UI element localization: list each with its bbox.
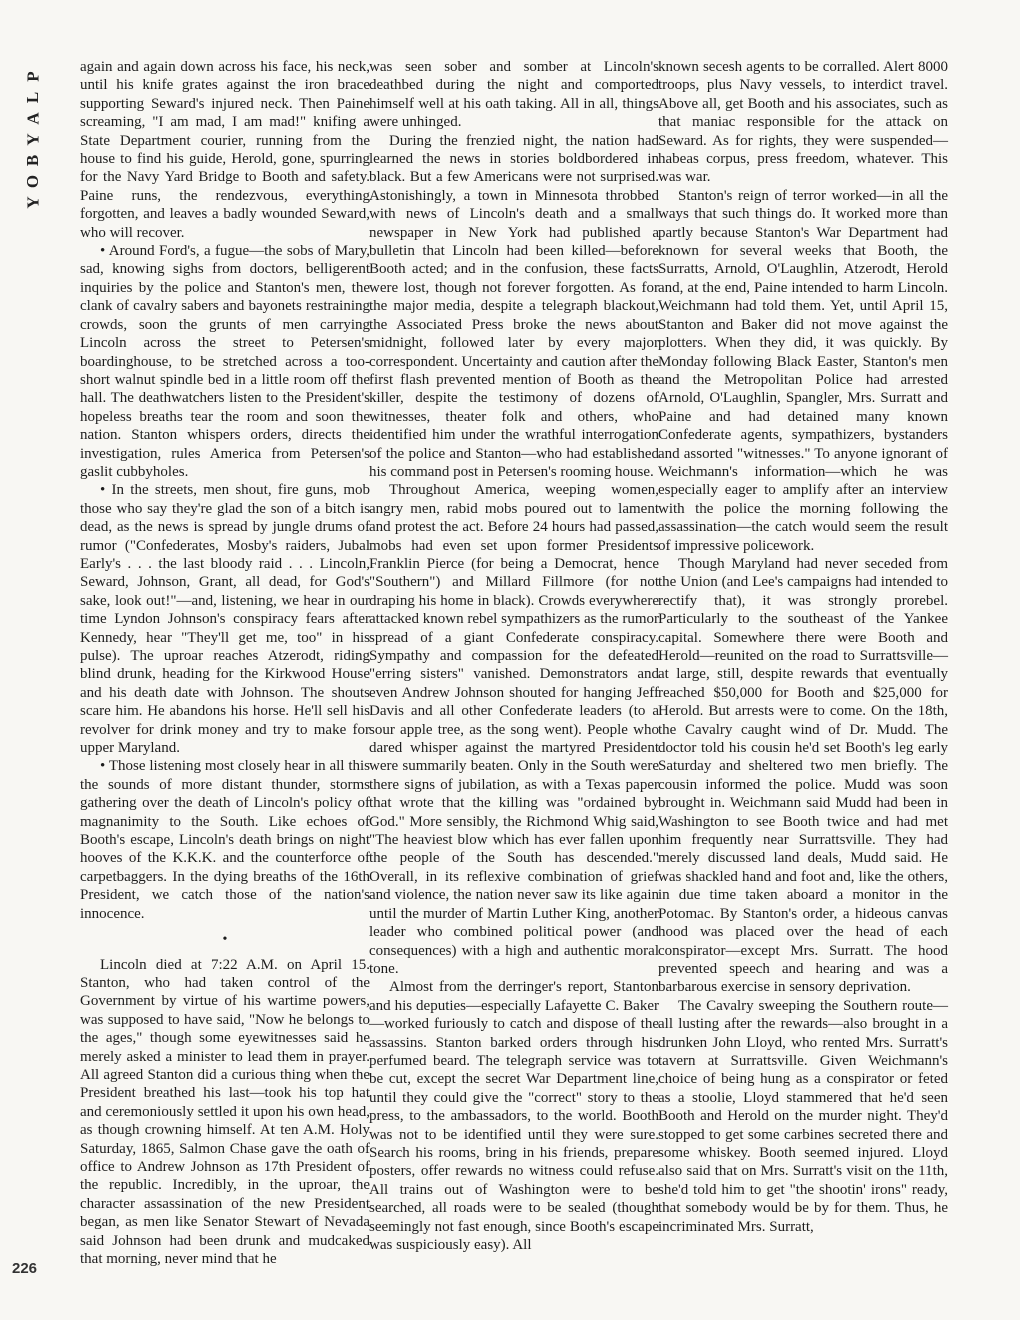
page-number: 226: [12, 1260, 38, 1277]
paragraph: known secesh agents to be corralled. Alert 8000 troops, plus Navy vessels, to interdict travel. Above all, get Booth and his associates, such as that maniac responsible for the attack on Seward. As for rights, they were suspended—habeas corpus, press freedom, whatever. This was war.: [658, 59, 948, 186]
article-column-2: [369, 58, 659, 1254]
masthead-letter: Y: [23, 196, 43, 209]
paragraph: Almost from the derringer's report, Stanton and his deputies—especially Lafayette C. Baker—worked furiously to catch and dispose of the assassins. Stanton barked orders through his perfumed beard. The telegraph service was to be cut, except the secret War Department line, until they could give the "correct" story to the press, to the ambassadors, to the world. Booth was not to be identified until they were sure. Search his rooms, bring in his friends, prepare posters, offer rewards no witness could refuse. All trains out of Washington were to be searched, all roads were to be sealed (though seemingly not fast enough, since Booth's escape was suspiciously easy). All: [369, 979, 659, 1253]
article-column-3: [658, 58, 948, 1236]
paragraph: • Those listening most closely hear in all this the sounds of more distant thunder, storms gathering over the death of Lincoln's policy of magnanimity to the South. Like echoes of Booth's escape, Lincoln's death brings on night hooves of the K.K.K. and the counterforce of carpetbaggers. In the dying breaths of the 16th President, we catch those of the nation's innocence.: [80, 758, 370, 922]
article-column-1: [80, 58, 370, 1268]
masthead-letter: L: [23, 91, 43, 104]
magazine-masthead: [18, 66, 48, 213]
paragraph: • Around Ford's, a fugue—the sobs of Mary, sad, knowing sighs from doctors, belligerent inquiries by the police and Stanton's men, the clank of cavalry sabers and bayonets restraining crowds, soon the grunts of men carrying Lincoln across the street to Petersen's boardinghouse, to be stretched across a too-short walnut spindle bed in a little room off the hall. The deathwatchers listen to the President's hopeless breaths tear the room and soon the nation. Stanton whispers orders, directs the investigation, rules America from Petersen's gaslit cubbyholes.: [80, 243, 370, 480]
paragraph: Lincoln died at 7:22 A.M. on April 15. Stanton, who had taken control of the Government by virtue of his wartime powers, was supposed to have said, "Now he belongs to the ages," though some eyewitnesses said he merely asked a minister to lead them in prayer. All agreed Stanton did a curious thing when the President breathed his last—took his top hat and ceremoniously settled it upon his own head, as though crowning himself. At ten A.M. Holy Saturday, 1865, Salmon Chase gave the oath of office to Andrew Johnson as 17th President of the republic. Incredibly, in the uproar, the character assassination of the new President began, as men like Senator Stewart of Nevada said Johnson had been drunk and mudcaked that morning, never mind that he: [80, 956, 370, 1267]
paragraph: Though Maryland had never seceded from the Union (and Lee's campaigns had intended to rectify that), it was strongly prorebel. Particularly to the southeast of the Yankee capital. Somewhere there were Booth and Herold—reunited on the road to Surrattsville—at large, still, despite rewards that eventually reached $50,000 for Booth and $25,000 for Herold. But arrests were to come. On the 18th, the Cavalry caught wind of Dr. Mudd. The doctor told his cousin he'd set Booth's leg early Saturday and sheltered two men briefly. The cousin informed the police. Mudd was soon brought in. Weichmann said Mudd had been in Washington to see Booth twice and had met him frequently near Surrattsville. They had merely discussed land deals, Mudd said. He was shackled hand and foot and, like the others, in due time taken aboard a monitor in the Potomac. By Stanton's order, a hideous canvas hood was placed over the head of each conspirator—except Mrs. Surratt. The hood prevented speech and hearing and was a barbarous exercise in sensory deprivation.: [658, 555, 948, 996]
masthead-letter: P: [23, 71, 43, 82]
paragraph: was seen sober and somber at Lincoln's deathbed during the night and comported himself well at his oath taking. All in all, things were unhinged.: [369, 59, 659, 131]
masthead-letter: O: [23, 174, 43, 189]
masthead-letter: A: [23, 112, 43, 125]
paragraph: again and again down across his face, his neck, until his knife grates against the iron brace supporting Seward's injured neck. Then Paine screaming, "I am mad, I am mad!" knifing a State Department courier, running from the house to find his guide, Herold, gone, spurring for the Navy Yard Bridge to Booth and safety. Paine runs, the rendezvous, everything forgotten, and leaves a badly wounded Seward, who will recover.: [80, 59, 370, 241]
masthead-letter: Y: [23, 133, 43, 146]
paragraph: Throughout America, weeping women, angry men, rabid mobs poured out to lament and protest the act. Before 24 hours had passed, mobs had even set upon former Presidents Franklin Pierce (for being a Democrat, hence "Southern") and Millard Fillmore (for not draping his home in black). Crowds everywhere attacked known rebel sympathizers as the rumor spread of a giant Confederate conspiracy. Sympathy and compassion for the defeated "erring sisters" vanished. Demonstrators and even Andrew Johnson shouted for hanging Jeff Davis and all other Confederate leaders (to a sour apple tree, as the song went). People who dared whisper against the martyred President were summarily beaten. Only in the South were there signs of jubilation, as with a Texas paper that wrote that the killing was "ordained by God." More sensibly, the Richmond Whig said, "The heaviest blow which has ever fallen upon the people of the South has descended." Overall, in its reflexive combination of grief and violence, the nation never saw its like again until the murder of Martin Luther King, another leader who combined political power (and consequences) with a high and authentic moral tone.: [369, 482, 659, 977]
paragraph: During the frenzied night, the nation had learned the news in stories boldbordered in black. But a few Americans were not surprised. Astonishingly, a town in Minnesota throbbed with news of Lincoln's death and a small newspaper in New York had published a bulletin that Lincoln had been killed—before Booth acted; and in the confusion, these facts were lost, though not forever forgotten. As for the major media, despite a telegraph blackout, the Associated Press broke the news about midnight, followed later by every major correspondent. Uncertainty and caution after the first flash prevented mention of Booth as the killer, despite the testimony of dozens of witnesses, theater folk and others, who identified him under the wrathful interrogation of the police and Stanton—who had established his command post in Petersen's rooming house.: [369, 132, 659, 480]
paragraph: The Cavalry sweeping the Southern route—all lusting after the rewards—also brought in a drunken John Lloyd, who rented Mrs. Surratt's tavern at Surrattsville. Given Weichmann's choice of being hung as a conspirator or feted as a stoolie, Lloyd stammered that he'd seen Booth and Herold on the murder night. They'd stopped to get some carbines secreted there and some whiskey. Booth seemed injured. Lloyd also said that on Mrs. Surratt's visit on the 11th, she'd told him to get "the shootin' irons" ready, that somebody would be by for them. Thus, he incriminated Mrs. Surratt,: [658, 997, 948, 1235]
section-separator: •: [222, 932, 228, 948]
paragraph: Stanton's reign of terror worked—in all the ways that such things do. It worked more than partly because Stanton's War Department had known for several weeks that Booth, the Surratts, Arnold, O'Laughlin, Atzerodt, Herold and, at the end, Paine intended to harm Lincoln. Weichmann had told them. Yet, until April 15, Stanton and Baker did not move against the plotters. When they did, it was quickly. By Monday following Black Easter, Stanton's men and the Metropolitan Police had arrested Arnold, O'Laughlin, Spangler, Mrs. Surratt and Paine and had detained many known Confederate agents, sympathizers, bystanders and assorted "witnesses." To anyone ignorant of Weichmann's information—which he was especially eager to amplify after an interview with the police the morning following the assassination—the catch would seem the result of impressive policework.: [658, 187, 948, 554]
paragraph: • In the streets, men shout, fire guns, mob those who say they're glad the son of a bitch is dead, as the news is spread by jungle drums of rumor ("Confederates, Mosby's raiders, Jubal Early's . . . the last bloody raid . . . Lincoln, Seward, Johnson, Grant, all dead, for God's sake, look out!"—and, listening, we hear in our time Lyndon Johnson's conspiracy fears after Kennedy, hear "They'll get me, too" in his pulse). The uproar reaches Atzerodt, riding blind drunk, heading for the Kirkwood House and his death date with Johnson. The shouts scare him. He abandons his horse. He'll sell his revolver for drink money and try to make for upper Maryland.: [80, 482, 370, 757]
masthead-letter: B: [23, 154, 43, 167]
